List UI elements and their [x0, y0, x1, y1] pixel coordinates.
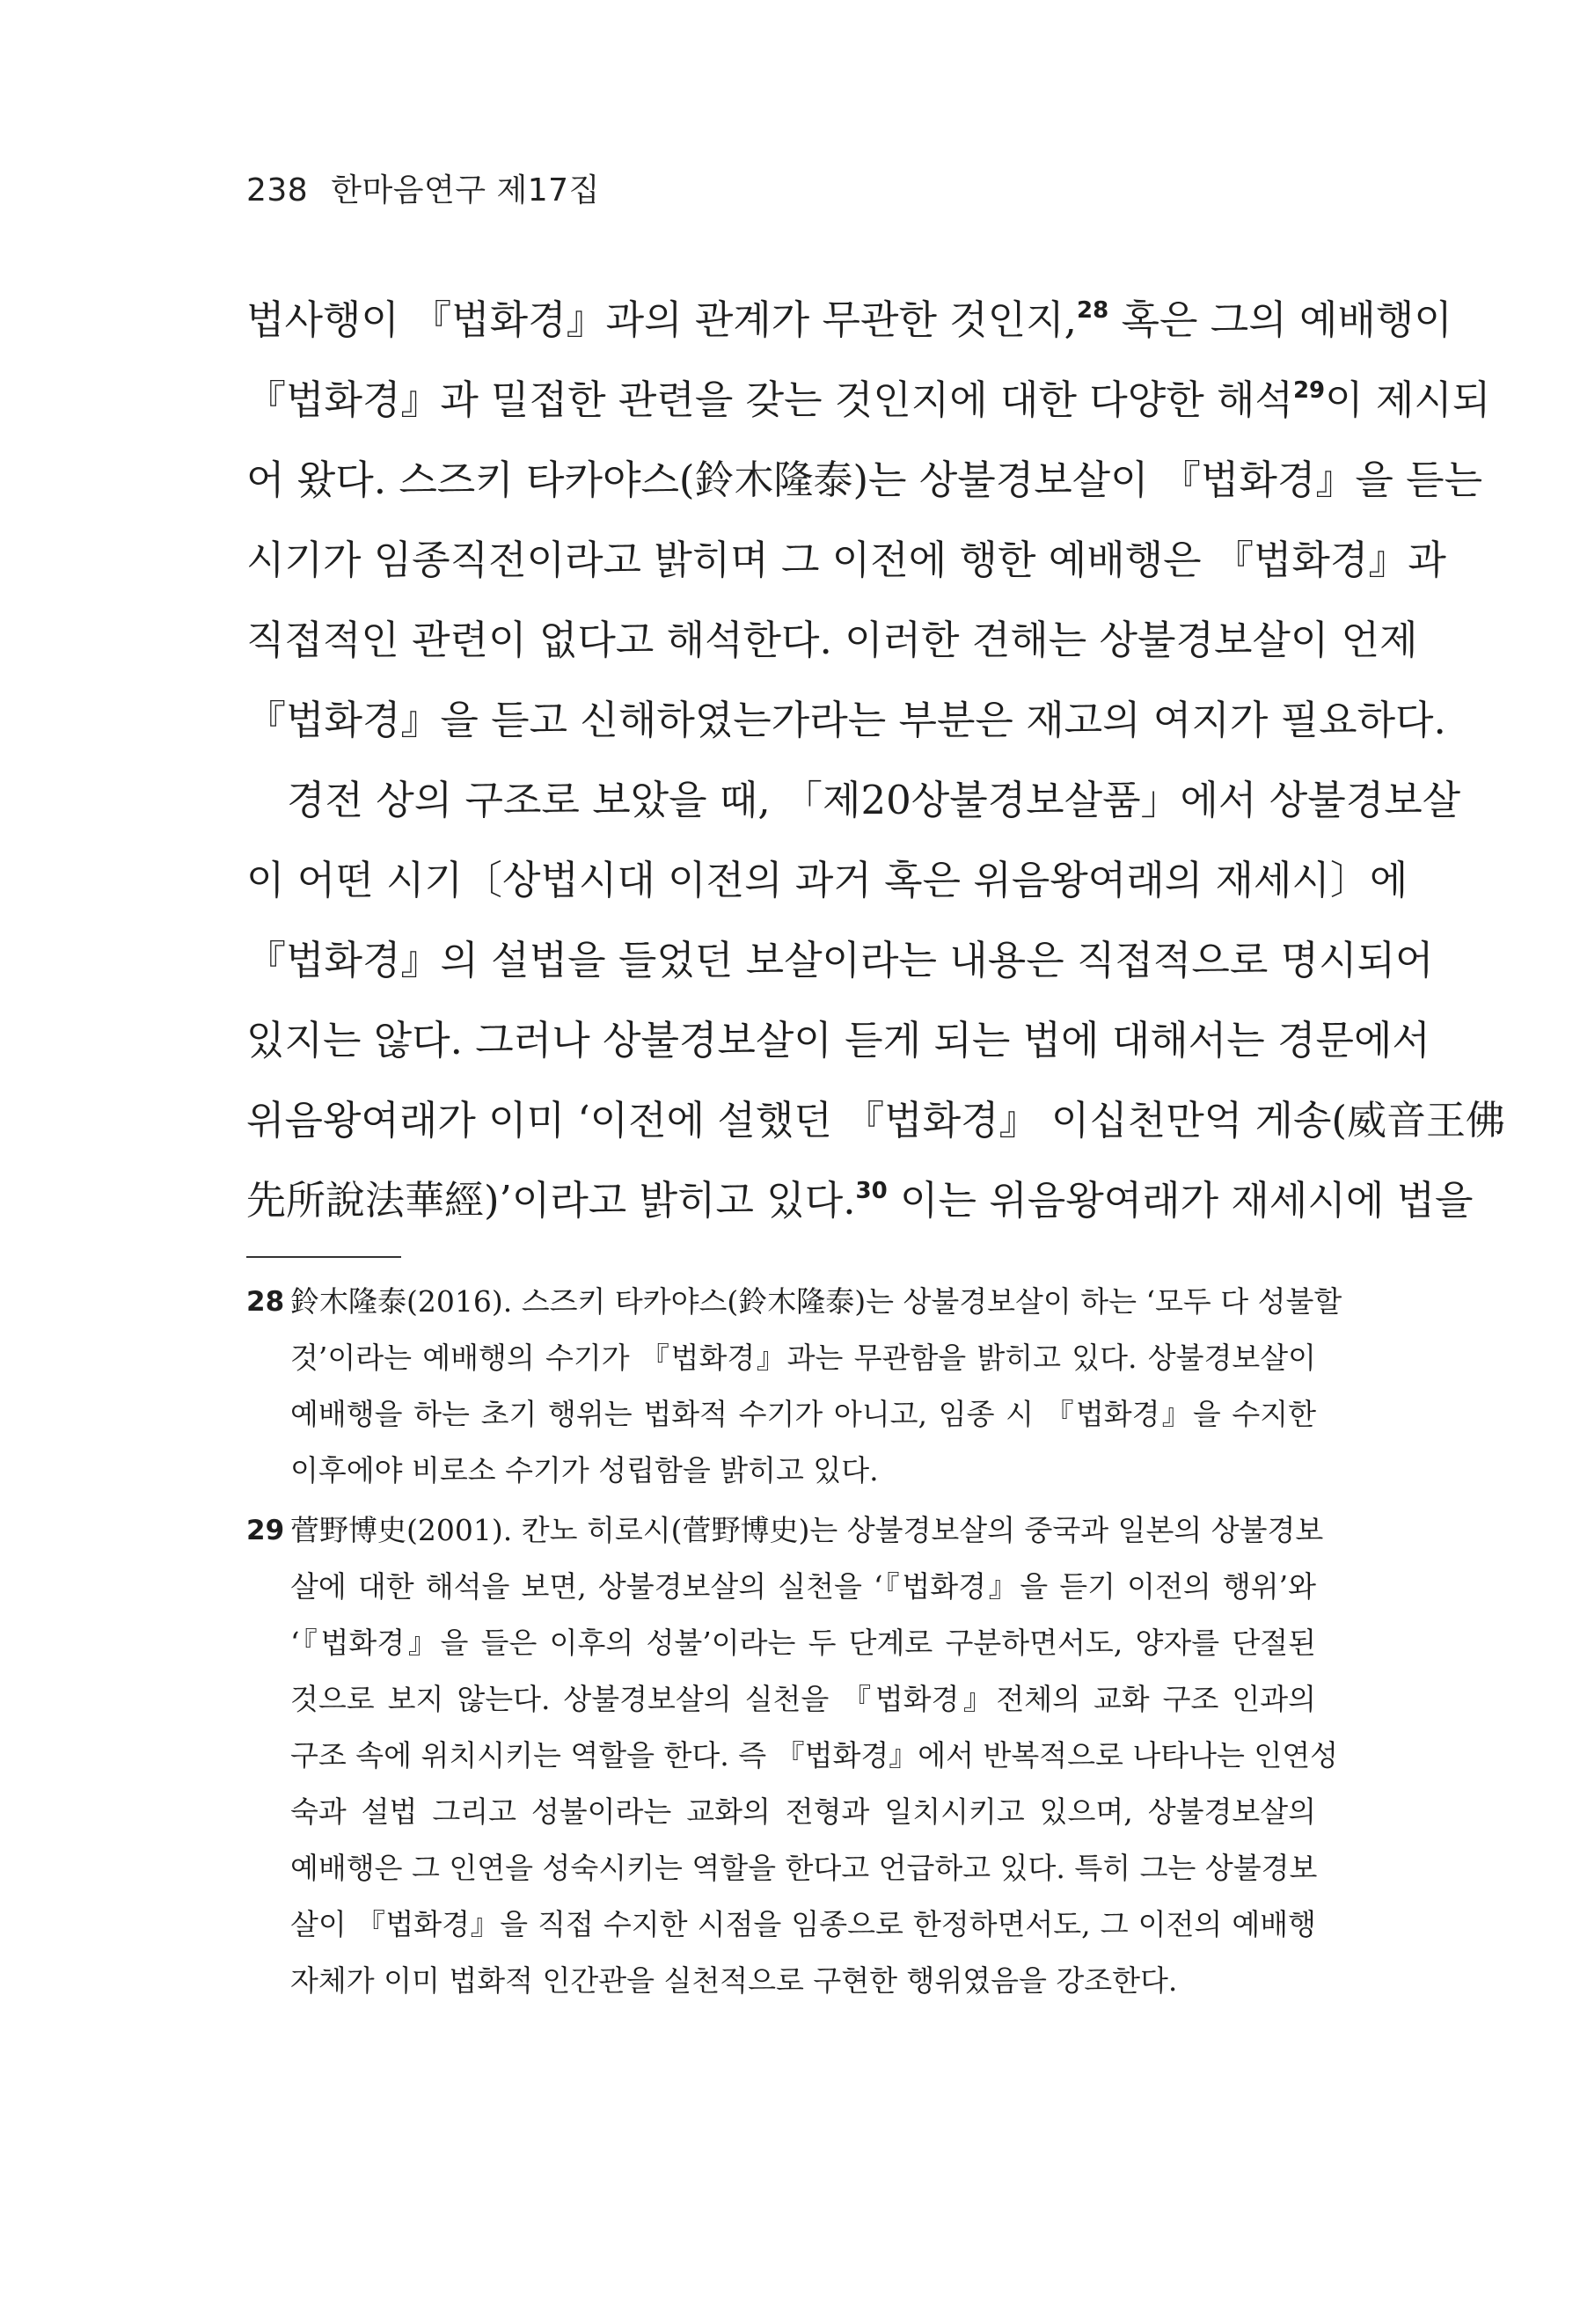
footnote-divider: [246, 1256, 401, 1258]
footnote-reference[interactable]: 28: [1076, 297, 1109, 324]
running-header: [246, 165, 600, 210]
page-number: 238: [246, 172, 309, 208]
body-line: 위음왕여래가 이미 ‘이전에 설했던 『법화경』 이십천만억 게송(威音王佛: [246, 1097, 1505, 1144]
body-line: 있지는 않다. 그러나 상불경보살이 듣게 되는 법에 대해서는 경문에서: [246, 1017, 1430, 1063]
footnote-line: 살이 『법화경』을 직접 수지한 시점을 임종으로 한정하면서도, 그 이전의 예배행: [290, 1907, 1316, 1941]
footnote-line: 숙과 설법 그리고 성불이라는 교화의 전형과 일치시키고 있으며, 상불경보살의: [290, 1794, 1316, 1829]
footnote-line: 예배행은 그 인연을 성숙시키는 역할을 한다고 언급하고 있다. 특히 그는 상불경보: [290, 1851, 1318, 1885]
body-line: 『법화경』과 밀접한 관련을 갖는 것인지에 대한 다양한 해석$^{29}$이 제시되: [246, 376, 1491, 423]
footnote-line: 것’이라는 예배행의 수기가 『법화경』과는 무관함을 밝히고 있다. 상불경보살이: [290, 1341, 1316, 1375]
footnotes: [246, 1274, 1342, 2013]
body-line: 『법화경』을 듣고 신해하였는가라는 부분은 재고의 여지가 필요하다.: [246, 697, 1446, 743]
body-line: 법사행이 『법화경』과의 관계가 무관한 것인지,$^{28}$ 혹은 그의 예배행이: [246, 296, 1452, 343]
footnote-line: 살에 대한 해석을 보면, 상불경보살의 실천을 ‘『법화경』을 듣기 이전의 행위’와: [290, 1569, 1316, 1604]
body-line: 시기가 임종직전이라고 밝히며 그 이전에 행한 예배행은 『법화경』과: [246, 537, 1446, 583]
footnote-line: 구조 속에 위치시키는 역할을 한다. 즉 『법화경』에서 반복적으로 나타나는 인연성: [290, 1738, 1338, 1772]
footnote-line: ‘『법화경』을 들은 이후의 성불’이라는 두 단계로 구분하면서도, 양자를 단절된: [290, 1626, 1316, 1660]
footnote-line: 菅野博史(2001). 칸노 히로시(菅野博史)는 상불경보살의 중국과 일본의 상불경보: [290, 1513, 1324, 1547]
footnote-line: 鈴木隆泰(2016). 스즈키 타카야스(鈴木隆泰)는 상불경보살이 하는 ‘모두 다 성불할: [290, 1284, 1342, 1319]
body-paragraphs: [246, 280, 1505, 1240]
body-line: 어 왔다. 스즈키 타카야스(鈴木隆泰)는 상불경보살이 『법화경』을 듣는: [246, 457, 1483, 503]
footnote-28: [246, 1274, 1342, 1499]
footnote-number: 29: [246, 1515, 285, 1546]
body-line: 先所說法華經)’이라고 밝히고 있다.$^{30}$ 이는 위음왕여래가 재세시에 법을: [246, 1177, 1474, 1224]
footnote-reference[interactable]: 29: [1292, 377, 1326, 404]
footnote-reference[interactable]: 30: [855, 1178, 888, 1204]
footnote-line: 예배행을 하는 초기 행위는 법화적 수기가 아니고, 임종 시 『법화경』을 수지한: [290, 1397, 1316, 1431]
body-line: 직접적인 관련이 없다고 해석한다. 이러한 견해는 상불경보살이 언제: [246, 617, 1418, 663]
journal-title: 한마음연구 제17집: [331, 172, 600, 208]
footnote-number: 28: [246, 1286, 285, 1318]
body-line: 『법화경』의 설법을 들었던 보살이라는 내용은 직접적으로 명시되어: [246, 937, 1434, 983]
body-line: 경전 상의 구조로 보았을 때, 「제20상불경보살품」에서 상불경보살: [287, 777, 1461, 823]
footnote-line: 이후에야 비로소 수기가 성립함을 밝히고 있다.: [290, 1453, 879, 1487]
footnote-line: 것으로 보지 않는다. 상불경보살의 실천을 『법화경』전체의 교화 구조 인과의: [290, 1682, 1316, 1716]
footnote-29: [246, 1502, 1338, 2009]
body-line: 이 어떤 시기〔상법시대 이전의 과거 혹은 위음왕여래의 재세시〕에: [246, 857, 1408, 903]
footnote-line: 자체가 이미 법화적 인간관을 실천적으로 구현한 행위였음을 강조한다.: [290, 1963, 1178, 1998]
